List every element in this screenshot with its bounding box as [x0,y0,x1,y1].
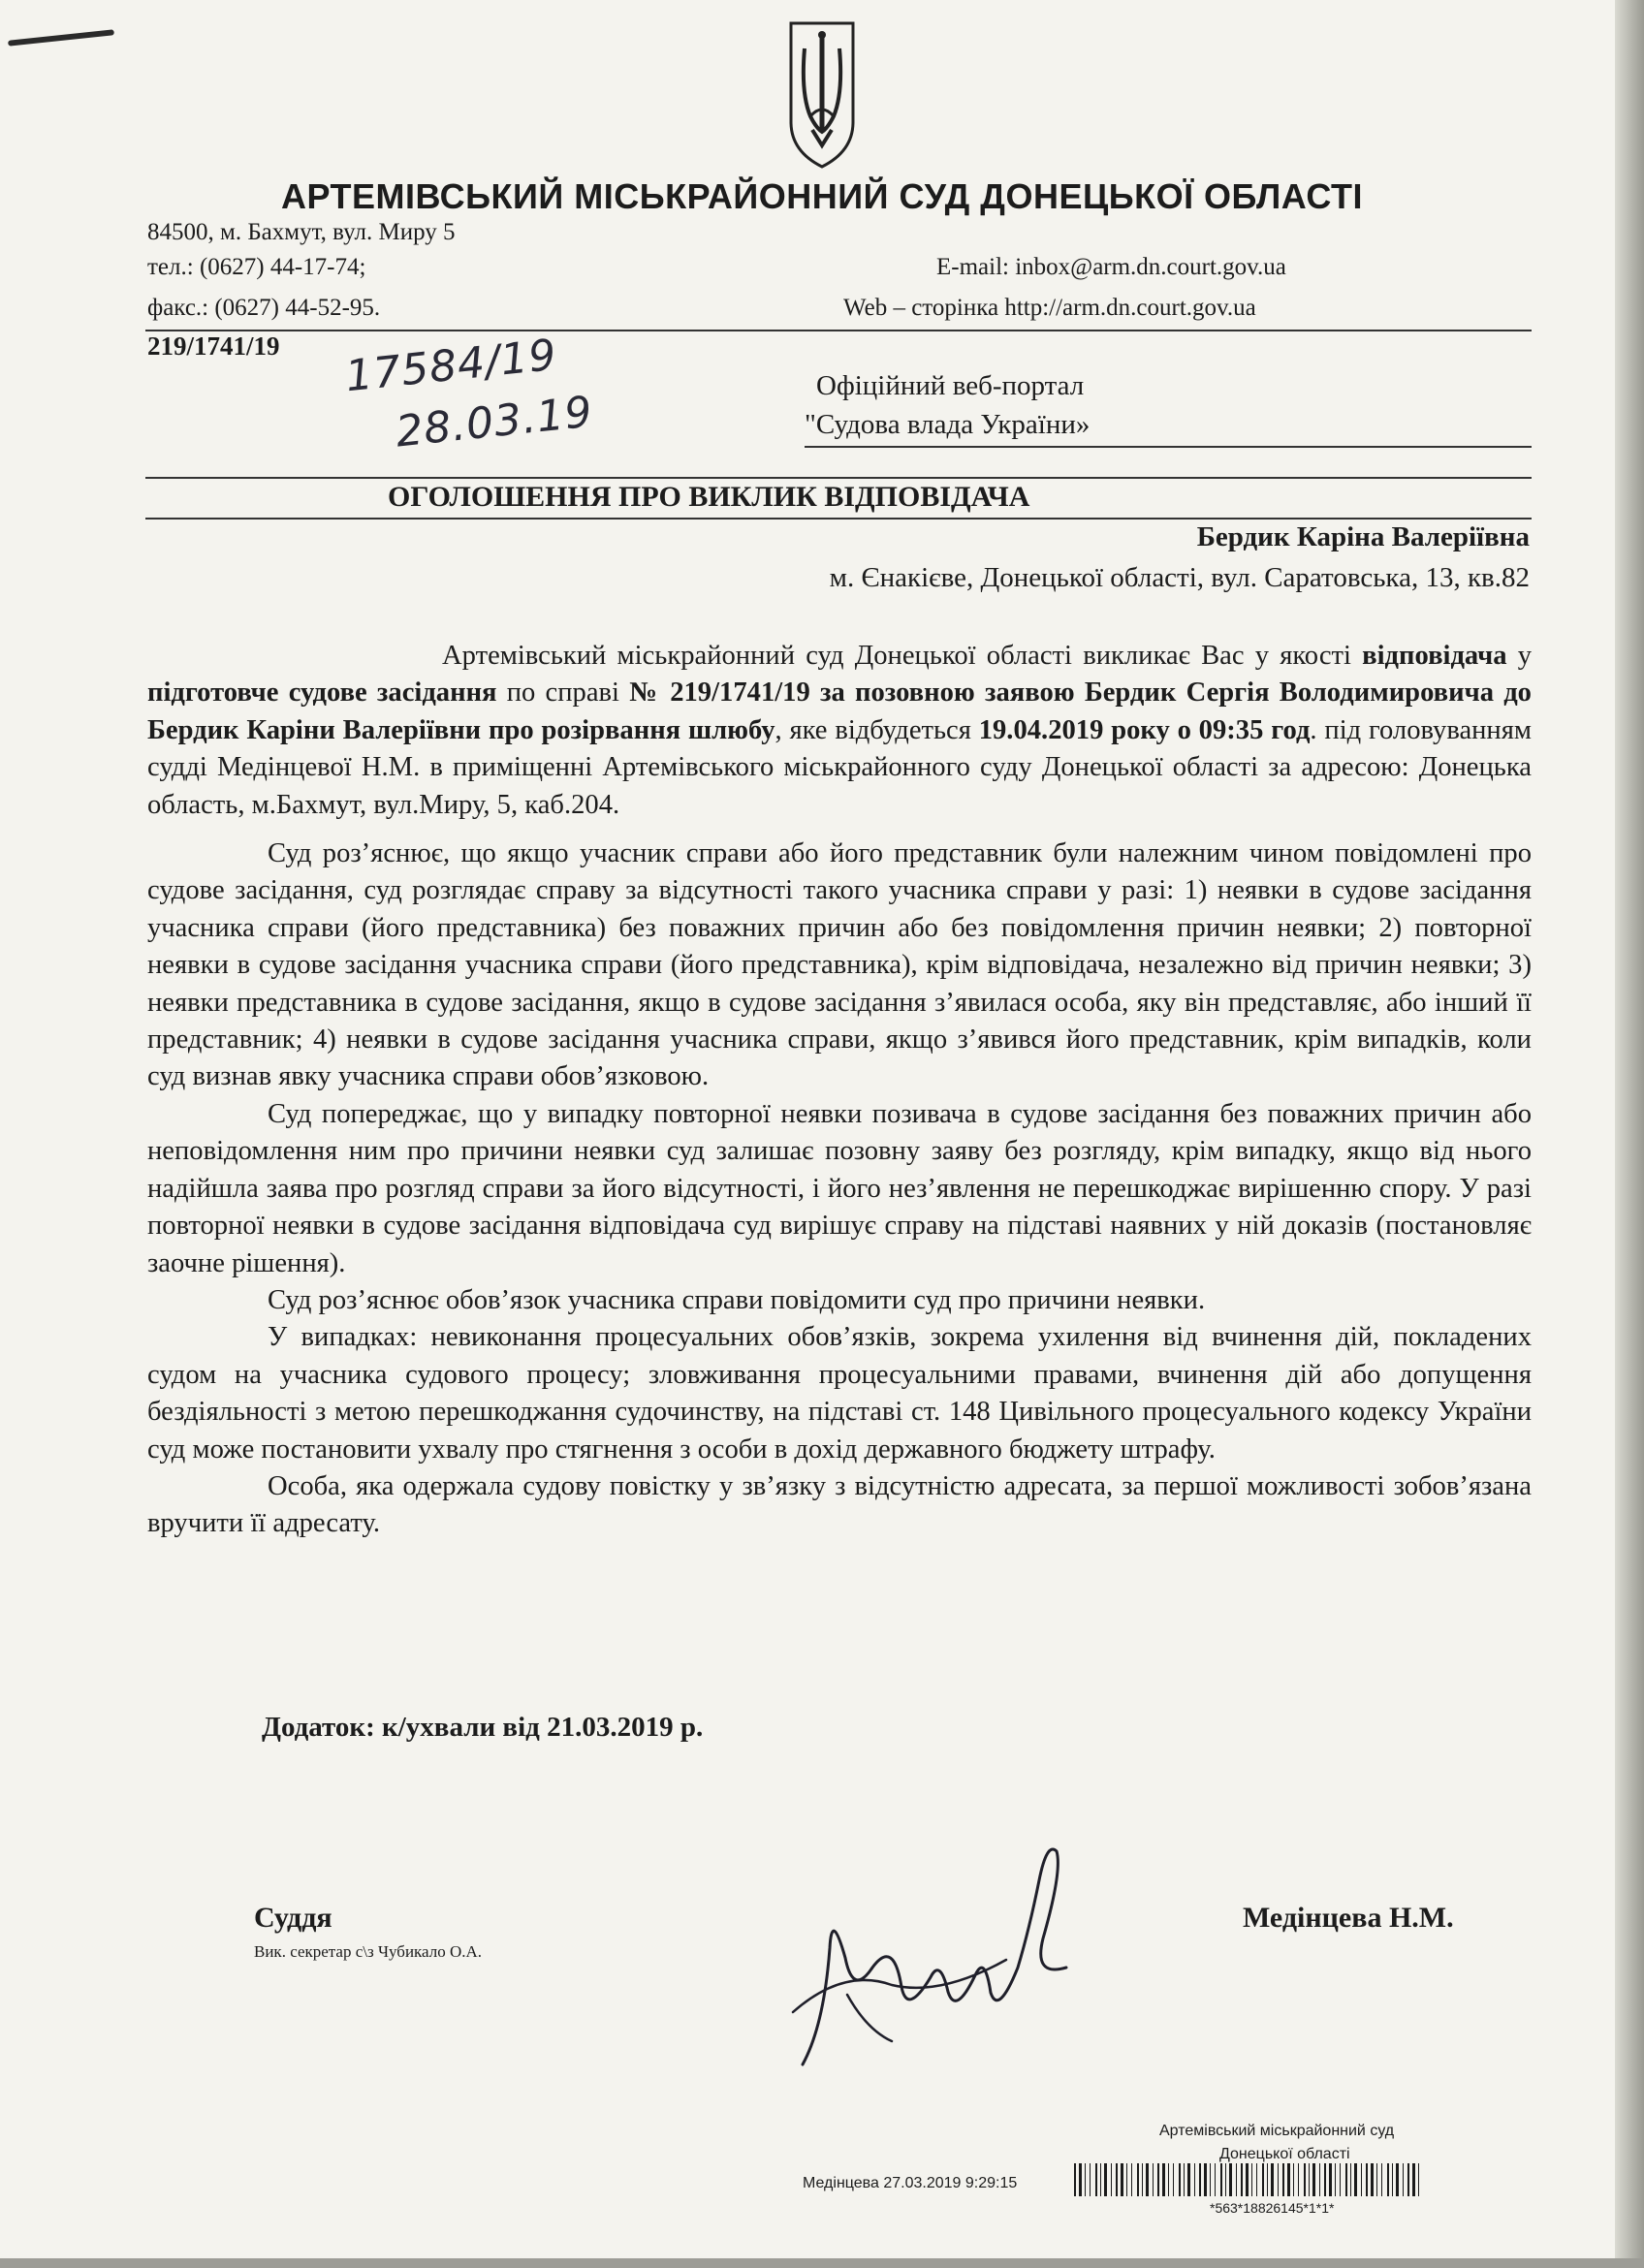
title-rule-bottom [145,518,1532,520]
attachment-note: Додаток: к/ухвали від 21.03.2019 р. [262,1712,704,1743]
stamp-timestamp: Медінцева 27.03.2019 9:29:15 [803,2175,1018,2191]
barcode-bar [1095,2163,1097,2196]
barcode-bar [1246,2163,1249,2196]
barcode-bar [1267,2163,1268,2196]
barcode-bar [1354,2163,1357,2196]
handwritten-signature [785,1822,1086,2074]
barcode-bar [1387,2163,1389,2196]
barcode-bar [1199,2163,1201,2196]
barcode-bar [1304,2163,1306,2196]
title-rule-top [145,477,1532,479]
barcode-bar [1366,2163,1368,2196]
addressee-name: Бердик Каріна Валеріївна [1196,521,1530,552]
header-rule [145,330,1532,331]
barcode-bar [1309,2163,1310,2196]
barcode-bar [1215,2163,1216,2196]
court-web: Web – сторінка http://arm.dn.court.gov.ua [843,295,1256,321]
barcode-bar [1278,2163,1279,2196]
barcode-bar [1074,2163,1076,2196]
barcode-bar [1345,2163,1347,2196]
stamp-region: Донецької області [1219,2146,1350,2162]
stamp-code: *563*18826145*1*1* [1210,2200,1335,2216]
barcode-bar [1153,2163,1154,2196]
barcode-bar [1142,2163,1143,2196]
clerk-name: Вик. секретар с\з Чубикало О.А. [254,1942,483,1961]
court-address: 84500, м. Бахмут, вул. Миру 5 [147,219,456,245]
paragraph-absence-rules: Суд роз’яснює, що якщо учасник справи або його представник були належним чином повідомлені про судове засідання, суд розглядає справу за відсутності такого учасника справи у разі: 1) неявки в судове засідання учасника справи (його представника) без поважних причин або без повідомлення причин неявки; 2) повторної неявки в судове засідання учасника справи (його представника), крім відповідача, незалежно від причин неявки; 3) неявки представника в судове засідання, якщо в судове засідання з’явилася особа, яку він представляє, або інший її представник; 4) неявки в судове засідання учасника справи, якщо з’явився його представник, крім випадків, коли суд визнав явку учасника справи обов’язковою. [147,838,1532,1092]
barcode-bar [1194,2163,1195,2196]
barcode-bar [1104,2163,1107,2196]
barcode-bar [1131,2163,1132,2196]
barcode-bar [1229,2163,1232,2196]
barcode-bar [1418,2163,1419,2196]
barcode-bar [1396,2163,1399,2196]
barcode [1074,2163,1427,2196]
barcode-bar [1371,2163,1374,2196]
barcode-bar [1298,2163,1299,2196]
barcode-bar [1220,2163,1222,2196]
barcode-bar [1282,2163,1284,2196]
barcode-bar [1329,2163,1332,2196]
case-number: 219/1741/19 [147,331,280,361]
barcode-bar [1412,2163,1415,2196]
barcode-bar [1162,2163,1165,2196]
barcode-bar [1236,2163,1237,2196]
paragraph-penalty: У випадках: невиконання процесуальних обов’язків, зокрема ухилення від вчинення дій, покладених судом на учасника судового процесу; зловживання процесуальними правами, вчинення дій або допущення бездіяльності з метою перешкоджання судочинству, на підставі ст. 148 Цивільного процесуального кодексу України суд може постановити ухвалу про стягнення з особи в дохід державного бюджету штрафу. [147,1322,1532,1465]
document-title: ОГОЛОШЕННЯ ПРО ВИКЛИК ВІДПОВІДАЧА [388,481,1030,513]
barcode-bar [1335,2163,1336,2196]
judge-name: Медінцева Н.М. [1243,1902,1454,1934]
barcode-bar [1116,2163,1118,2196]
barcode-bar [1407,2163,1409,2196]
addressee-address: м. Єнакієве, Донецької області, вул. Саратовська, 13, кв.82 [829,562,1530,593]
barcode-bar [1204,2163,1207,2196]
barcode-bar [1312,2163,1315,2196]
barcode-bar [1381,2163,1382,2196]
scan-edge-bottom [0,2258,1644,2268]
barcode-bar [1126,2163,1127,2196]
pen-mark [8,29,114,46]
barcode-bar [1403,2163,1404,2196]
recipient-line-1: Офіційний веб-портал [816,370,1085,401]
barcode-bar [1085,2163,1086,2196]
barcode-bar [1392,2163,1393,2196]
barcode-bar [1293,2163,1294,2196]
notice-body [147,638,1532,1543]
barcode-bar [1184,2163,1185,2196]
barcode-bar [1324,2163,1326,2196]
coat-of-arms-icon [785,16,859,171]
barcode-bar [1319,2163,1320,2196]
barcode-bar [1376,2163,1377,2196]
barcode-bar [1287,2163,1290,2196]
barcode-bar [1111,2163,1112,2196]
paragraph-warning: Суд попереджає, що у випадку повторної неявки позивача в судове засідання без поважних причин або неповідомлення ним про причини неявки суд залишає позовну заяву без розгляду, крім випадку, якщо від нього надійшла заява про розгляд справи за його відсутності, і його нез’явлення не перешкоджає вирішенню спору. У разі повторної неявки в судове засідання відповідача суд вирішує справу на підставі наявних у ній доказів (постановляє заочне рішення). [147,1098,1532,1278]
court-phone: тел.: (0627) 44-17-74; [147,254,366,280]
handwritten-reg-number: 17584/19 [342,330,559,402]
barcode-bar [1241,2163,1243,2196]
barcode-bar [1210,2163,1211,2196]
barcode-bar [1256,2163,1257,2196]
barcode-bar [1251,2163,1252,2196]
handwritten-date: 28.03.19 [393,387,596,457]
barcode-bar [1157,2163,1159,2196]
court-fax: факс.: (0627) 44-52-95. [147,295,381,321]
barcode-bar [1168,2163,1169,2196]
barcode-bar [1100,2163,1101,2196]
recipient-line-2: "Судова влада України» [805,409,1091,440]
paragraph-summons: Артемівський міськрайонний суд Донецької області викликає Вас у якості відповідача у підготовче судове засідання по справі № 219/1741/19 за позовною заявою Бердик Сергія Володимировича до Бердик Каріни Валеріївни про розірвання шлюбу, яке відбудеться 19.04.2019 року о 09:35 год. під головуванням судді Медінцевої Н.М. в приміщенні Артемівського міськрайонного суду Донецької області за адресою: Донецька область, м.Бахмут, вул.Миру, 5, каб.204. [147,641,1532,820]
barcode-bar [1187,2163,1190,2196]
barcode-bar [1137,2163,1139,2196]
barcode-bar [1090,2163,1091,2196]
barcode-bar [1146,2163,1149,2196]
court-email: E-mail: inbox@arm.dn.court.gov.ua [936,254,1286,280]
signature-role: Суддя [254,1902,332,1934]
stamp-court: Артемівський міськрайонний суд [1159,2123,1395,2139]
recipient-rule [805,446,1532,448]
paragraph-delivery: Особа, яка одержала судову повістку у зв’язку з відсутністю адресата, за першої можливості зобов’язана вручити її адресату. [147,1470,1532,1539]
barcode-bar [1173,2163,1174,2196]
barcode-bar [1225,2163,1226,2196]
barcode-bar [1262,2163,1264,2196]
barcode-bar [1121,2163,1123,2196]
barcode-bar [1340,2163,1341,2196]
court-name: АРТЕМІВСЬКИЙ МІСЬКРАЙОННИЙ СУД ДОНЕЦЬКОЇ ОБЛАСТІ [281,176,1363,216]
barcode-bar [1271,2163,1274,2196]
barcode-bar [1361,2163,1362,2196]
barcode-bar [1179,2163,1181,2196]
barcode-bar [1350,2163,1351,2196]
barcode-bar [1079,2163,1082,2196]
paragraph-duty: Суд роз’яснює обов’язок учасника справи повідомити суд про причини неявки. [268,1284,1206,1315]
scan-edge-right [1615,0,1644,2268]
